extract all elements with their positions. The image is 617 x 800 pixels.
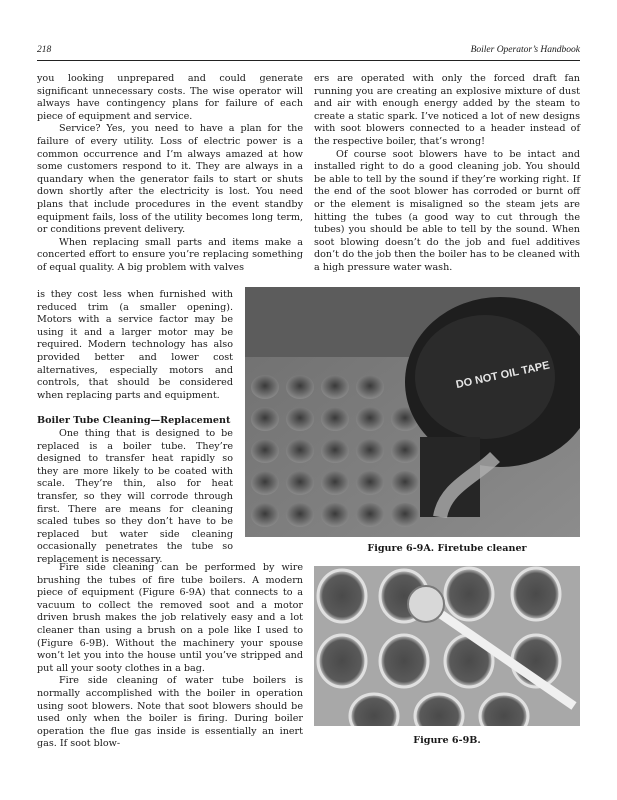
- brush-on-pole-image: [314, 566, 580, 726]
- paragraph: One thing that is designed to be replaced is a boiler tube. They’re designed to transfer heat rapidly so they are more likely to be coated with scale. They’re thin, also for heat transfer, so they will corrode through first. There are means for cleaning scaled tubes so they don’t have to be replaced but water side cleaning occasionally penetrates the tube so replacement is necessary.: [37, 427, 233, 565]
- figure-6-9a-photo: [245, 287, 580, 537]
- paragraph: is they cost less when furnished with reduced trim (a smaller opening). Motors with a service factor may be using it and a larger motor may be required. Modern technology has also provided better and lower cost alternatives, especially motors and controls, that should be considered when replacing parts and equipment.: [37, 289, 233, 401]
- paragraph: Fire side cleaning can be performed by wire brushing the tubes of fire tube boilers. A modern piece of equipment (Figure 6-9A) that connects to a vacuum to collect the removed soot and a motor driven brush makes the job relatively easy and a lot cleaner than using a brush on a pole like I used to (Figure 6-9B). Without the machinery your spouse won’t let you into the house until you’ve stripped and put all your sooty clothes in a bag.: [37, 562, 303, 674]
- firetube-cleaner-image: [245, 287, 580, 537]
- right-column-top: [314, 73, 580, 275]
- page-header: [37, 44, 580, 61]
- left-column-wrap: [37, 289, 233, 566]
- paragraph: Fire side cleaning of water tube boilers is normally accomplished with the boiler in operation using soot blowers. Note that soot blowers should be used only when the boiler is firing. During boiler operation the flue gas inside is essentially an inert gas. If soot blow-: [37, 675, 303, 750]
- paragraph: ers are operated with only the forced draft fan running you are creating an explosive mixture of dust and air with enough energy added by the steam to create a static spark. I’ve noticed a lot of new designs with soot blowers connected to a header instead of the respective boiler, that’s wrong!: [314, 73, 580, 147]
- section-heading: Boiler Tube Cleaning—Replacement: [37, 415, 231, 427]
- running-title: Boiler Operator’s Handbook: [470, 45, 580, 55]
- left-column-bottom: [37, 562, 303, 751]
- figure-6-9b-caption: Figure 6-9B.: [413, 735, 481, 746]
- paragraph: Of course soot blowers have to be intact and installed right to do a good cleaning job. You should be able to tell by the sound if they’re working right. If the end of the soot blower has corroded or burnt off or the element is misaligned so the steam jets are hitting the tubes (a good way to cut through the tubes) you should be able to tell by the sound. When soot blowing doesn’t do the job and fuel additives don’t do the job then the boiler has to be cleaned with a high pressure water wash.: [314, 148, 580, 273]
- left-column-top: [37, 73, 303, 275]
- paragraph: Service? Yes, you need to have a plan for the failure of every utility. Loss of electric power is a common occurrence and I’m always amazed at how some customers respond to it. They are always in a quandary when the generator fails to start or shuts down shortly after the electricity is lost. You need plans that include procedures in the event standby equipment fails, loss of the utility becomes long term, or conditions prevent delivery.: [37, 123, 303, 236]
- paragraph: you looking unprepared and could generate significant unnecessary costs. The wise operator will always have contingency plans for failure of each piece of equipment and service.: [37, 73, 303, 122]
- page-number: 218: [37, 45, 52, 55]
- machine-label-text: DO NOT OIL TAPE: [454, 359, 551, 392]
- figure-6-9b-photo: [314, 566, 580, 726]
- paragraph: When replacing small parts and items make a concerted effort to ensure you’re replacing something of equal quality. A big problem with valves: [37, 236, 303, 273]
- figure-6-9a-caption: Figure 6-9A. Firetube cleaner: [367, 543, 527, 554]
